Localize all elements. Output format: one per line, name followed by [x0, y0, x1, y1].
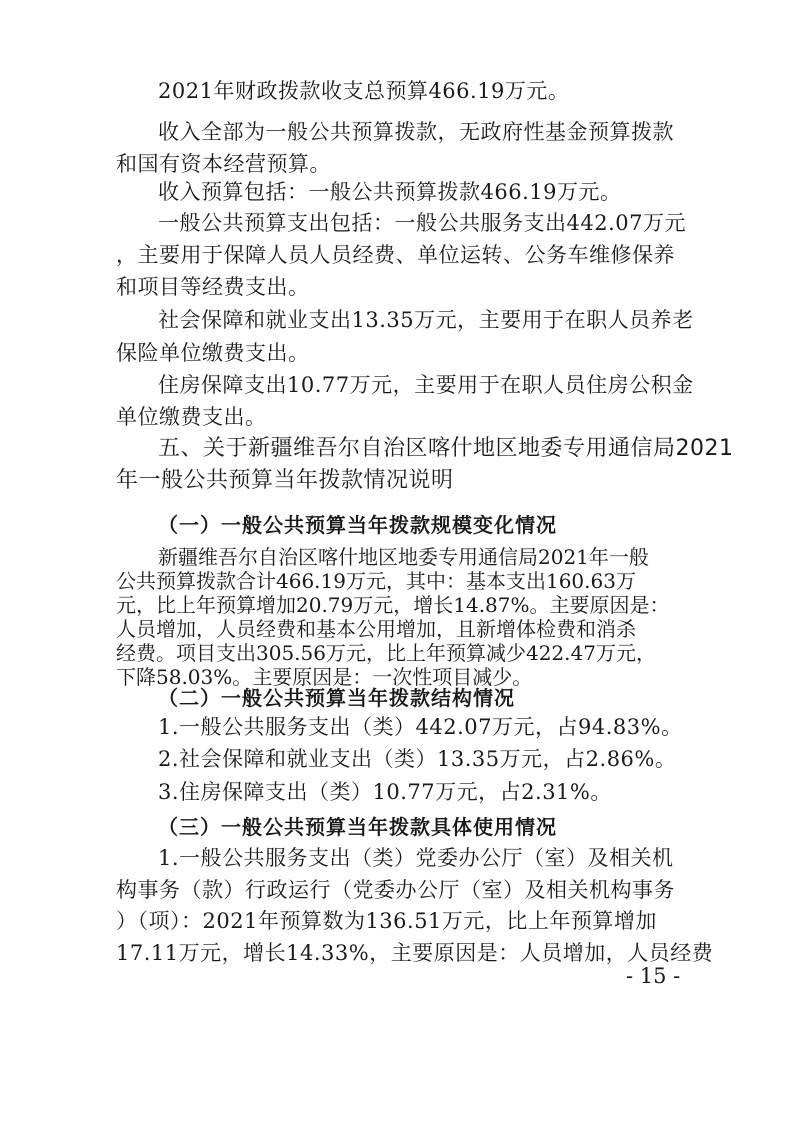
text-line: 保险单位缴费支出。: [116, 341, 310, 365]
text-line: 新疆维吾尔自治区喀什地区地委专用通信局2021年一般: [158, 545, 649, 569]
text-line: 经费。项目支出305.56万元，比上年预算减少422.47万元，: [116, 641, 656, 665]
text-line: ，主要用于保障人员人员经费、单位运转、公务车维修保养: [116, 243, 675, 267]
section-heading: 五、关于新疆维吾尔自治区喀什地区地委专用通信局2021: [158, 436, 734, 461]
text-line: 人员增加，人员经费和基本公用增加，且新增体检费和消杀: [116, 617, 636, 641]
subsection-heading: （二）一般公共预算当年拨款结构情况: [158, 686, 515, 710]
text-line: 和国有资本经营预算。: [116, 152, 331, 176]
text-line: 一般公共预算支出包括：一般公共服务支出442.07万元: [158, 211, 686, 235]
text-line: 社会保障和就业支出13.35万元，主要用于在职人员养老: [158, 308, 694, 332]
text-line: 元，比上年预算增加20.79万元，增长14.87%。主要原因是：: [116, 593, 670, 617]
subsection-heading: （一）一般公共预算当年拨款规模变化情况: [158, 513, 557, 537]
text-line: 1.一般公共服务支出（类）442.07万元，占94.83%。: [158, 715, 683, 739]
text-line: 1.一般公共服务支出（类）党委办公厅（室）及相关机: [158, 846, 674, 870]
text-line: 收入预算包括：一般公共预算拨款466.19万元。: [158, 180, 622, 204]
page-number: - 15 -: [626, 964, 681, 988]
text-line: 公共预算拨款合计466.19万元，其中：基本支出160.63万: [116, 569, 636, 593]
text-line: 构事务（款）行政运行（党委办公厅（室）及相关机构事务: [116, 878, 675, 902]
text-line: 单位缴费支出。: [116, 405, 267, 429]
text-line: 2021年财政拨款收支总预算466.19万元。: [158, 79, 570, 103]
section-heading: 年一般公共预算当年拨款情况说明: [116, 468, 454, 493]
text-line: 2.社会保障和就业支出（类）13.35万元，占2.86%。: [158, 747, 677, 771]
text-line: 17.11万元，增长14.33%，主要原因是：人员增加，人员经费: [116, 941, 714, 965]
text-line: 和项目等经费支出。: [116, 275, 310, 299]
text-line: 收入全部为一般公共预算拨款，无政府性基金预算拨款: [158, 120, 674, 144]
text-line: ）（项）：2021年预算数为136.51万元，比上年预算增加: [116, 909, 657, 933]
text-line: 下降58.03%。主要原因是：一次性项目减少。: [116, 665, 533, 689]
subsection-heading: （三）一般公共预算当年拨款具体使用情况: [158, 815, 557, 839]
text-line: 3.住房保障支出（类）10.77万元，占2.31%。: [158, 780, 612, 804]
text-line: 住房保障支出10.77万元，主要用于在职人员住房公积金: [158, 373, 694, 397]
